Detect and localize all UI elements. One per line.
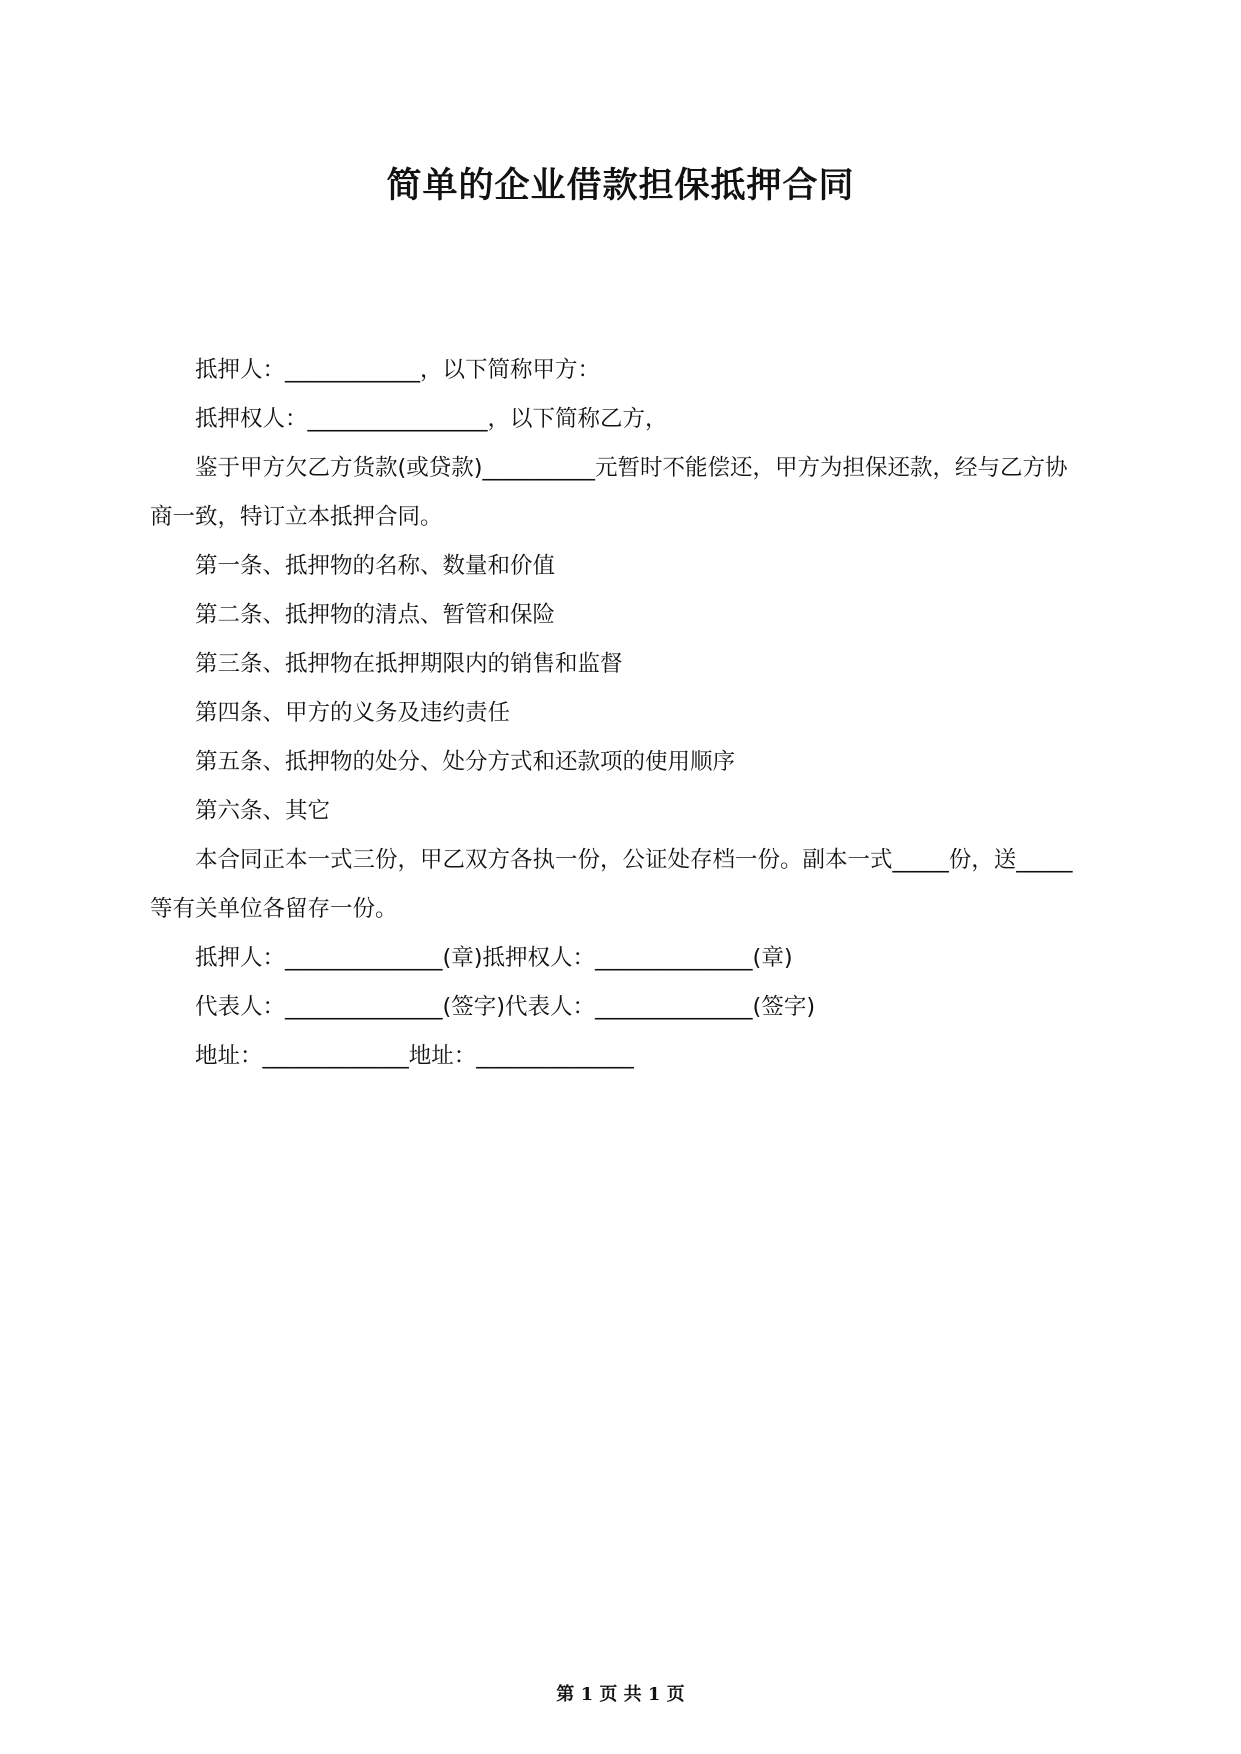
article-6: 第六条、其它 <box>195 798 331 824</box>
page-number-footer: 第 1 页 共 1 页 <box>556 1684 685 1705</box>
article-5: 第五条、抵押物的处分、处分方式和还款项的使用顺序 <box>195 749 736 775</box>
signature-address-line: 地址：_____________地址：______________ <box>195 1043 634 1069</box>
signature-representative-line: 代表人：______________(签字)代表人：______________(签字) <box>195 994 816 1020</box>
article-2: 第二条、抵押物的清点、暂管和保险 <box>195 602 556 628</box>
article-1: 第一条、抵押物的名称、数量和价值 <box>195 553 556 579</box>
signature-seal-line: 抵押人：______________(章)抵押权人：______________(章) <box>195 945 793 971</box>
pledgee-line: 抵押权人：________________，以下简称乙方， <box>195 406 668 432</box>
copies-clause: 本合同正本一式三份，甲乙双方各执一份，公证处存档一份。副本一式_____份，送_____等有关单位各留存一份。 <box>150 847 1073 922</box>
article-4: 第四条、甲方的义务及违约责任 <box>195 700 511 726</box>
pledgor-line: 抵押人：____________，以下简称甲方： <box>195 357 601 383</box>
article-3: 第三条、抵押物在抵押期限内的销售和监督 <box>195 651 623 677</box>
document-body <box>150 346 1090 1081</box>
document-title: 简单的企业借款担保抵押合同 <box>386 166 855 206</box>
preamble-paragraph: 鉴于甲方欠乙方货款(或贷款)__________元暂时不能偿还，甲方为担保还款，经与乙方协商一致，特订立本抵押合同。 <box>150 455 1068 530</box>
